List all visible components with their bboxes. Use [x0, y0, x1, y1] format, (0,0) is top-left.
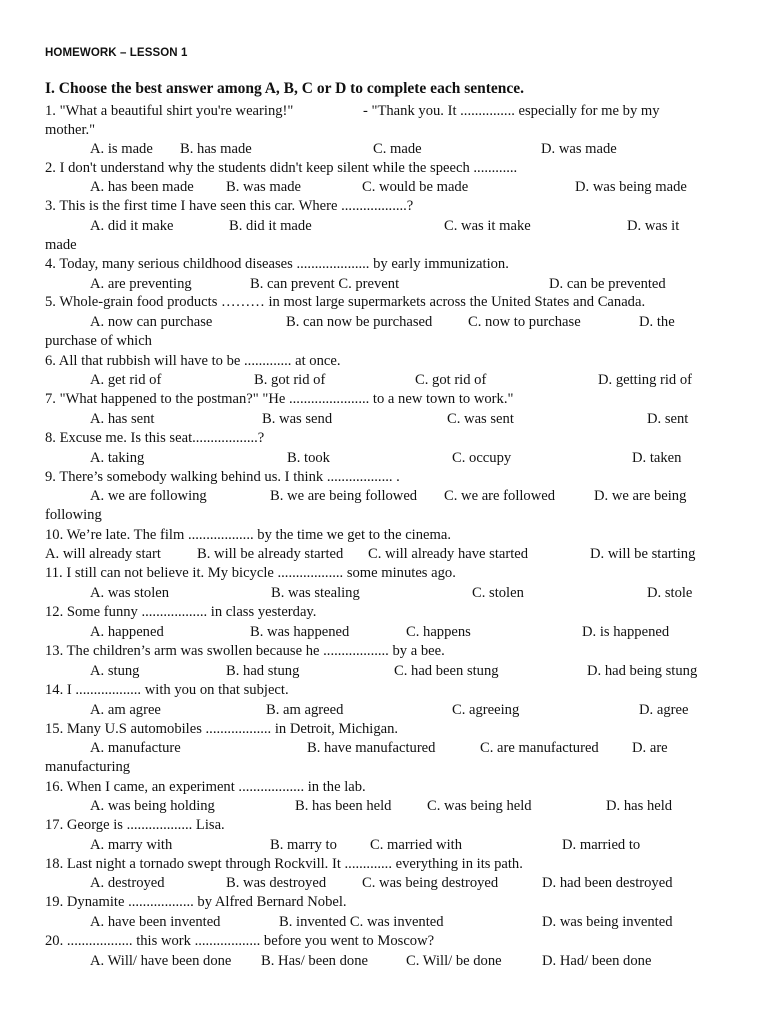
question-19-option-a: A. have been invented [90, 914, 221, 930]
question-8-stem: 8. Excuse me. Is this seat..................? [45, 430, 265, 446]
question-16-option-b: B. has been held [295, 798, 392, 814]
question-1-option-d: D. was made [541, 141, 617, 157]
question-4-option-a: A. are preventing [90, 276, 192, 292]
question-8-option-a: A. taking [90, 450, 145, 466]
question-7-option-c: C. was sent [447, 411, 514, 427]
question-1-option-c: C. made [373, 141, 422, 157]
question-6-option-c: C. got rid of [415, 372, 487, 388]
question-14-stem: 14. I .................. with you on that subject. [45, 682, 289, 698]
question-5-option-d-wrap: purchase of which [45, 333, 152, 349]
question-17-option-d: D. married to [562, 837, 641, 853]
question-12-option-a: A. happened [90, 624, 164, 640]
question-9-option-c: C. we are followed [444, 488, 556, 504]
question-9-option-d-wrap: following [45, 507, 102, 523]
question-2-option-d: D. was being made [575, 179, 687, 195]
question-11-option-a: A. was stolen [90, 585, 170, 601]
question-16-option-c: C. was being held [427, 798, 532, 814]
question-14-option-a: A. am agree [90, 702, 161, 718]
question-14-option-c: C. agreeing [452, 702, 520, 718]
question-19-stem: 19. Dynamite .................. by Alfred Bernard Nobel. [45, 894, 347, 910]
question-4-option-b-c: B. can prevent C. prevent [250, 276, 400, 292]
question-8-option-b: B. took [287, 450, 330, 466]
question-18-stem: 18. Last night a tornado swept through Rockvill. It ............. everything in its path. [45, 856, 523, 872]
question-3-option-c: C. was it make [444, 218, 531, 234]
question-1-option-b: B. has made [180, 141, 252, 157]
question-10-option-a: A. will already start [45, 546, 161, 562]
question-6-option-d: D. getting rid of [598, 372, 693, 388]
question-4-stem: 4. Today, many serious childhood diseases .................... by early immunization. [45, 256, 509, 272]
question-5-option-a: A. now can purchase [90, 314, 213, 330]
question-10-option-d: D. will be starting [590, 546, 696, 562]
question-11-option-b: B. was stealing [271, 585, 360, 601]
question-16-option-d: D. has held [606, 798, 673, 814]
question-18-option-b: B. was destroyed [226, 875, 327, 891]
question-15-option-a: A. manufacture [90, 740, 181, 756]
question-2-option-c: C. would be made [362, 179, 469, 195]
question-19-option-b-c: B. invented C. was invented [279, 914, 444, 930]
question-14-option-d: D. agree [639, 702, 689, 718]
section-title: I. Choose the best answer among A, B, C or D to complete each sentence. [45, 80, 525, 97]
question-13-stem: 13. The children’s arm was swollen because he .................. by a bee. [45, 643, 445, 659]
question-12-option-d: D. is happened [582, 624, 670, 640]
question-19-option-d: D. was being invented [542, 914, 673, 930]
question-18-option-a: A. destroyed [90, 875, 165, 891]
question-14-option-b: B. am agreed [266, 702, 344, 718]
question-6-option-a: A. get rid of [90, 372, 162, 388]
question-2-option-a: A. has been made [90, 179, 194, 195]
question-11-stem: 11. I still can not believe it. My bicycle .................. some minutes ago. [45, 565, 456, 581]
question-13-option-c: C. had been stung [394, 663, 499, 679]
question-3-stem: 3. This is the first time I have seen this car. Where ..................? [45, 198, 414, 214]
question-17-option-a: A. marry with [90, 837, 173, 853]
question-1-stem-continued: - "Thank you. It ............... especially for me by my [363, 103, 660, 119]
question-20-stem: 20. .................. this work .................. before you went to Moscow? [45, 933, 435, 949]
question-7-option-d: D. sent [647, 411, 689, 427]
question-5-stem: 5. Whole-grain food products ……… in most large supermarkets across the United States and Canada. [45, 294, 646, 310]
question-9-option-b: B. we are being followed [270, 488, 418, 504]
question-20-option-c: C. Will/ be done [406, 953, 502, 969]
question-20-option-b: B. Has/ been done [261, 953, 368, 969]
question-13-option-a: A. stung [90, 663, 140, 679]
question-12-stem: 12. Some funny .................. in class yesterday. [45, 604, 317, 620]
question-3-option-b: B. did it made [229, 218, 312, 234]
question-15-stem: 15. Many U.S automobiles .................. in Detroit, Michigan. [45, 721, 399, 737]
document-header: HOMEWORK – LESSON 1 [45, 47, 188, 59]
question-7-option-a: A. has sent [90, 411, 155, 427]
question-15-option-b: B. have manufactured [307, 740, 436, 756]
question-17-option-b: B. marry to [270, 837, 337, 853]
question-15-option-c: C. are manufactured [480, 740, 599, 756]
question-16-option-a: A. was being holding [90, 798, 215, 814]
question-15-option-d-wrap: manufacturing [45, 759, 131, 775]
question-3-option-d-wrap: made [45, 237, 77, 253]
question-20-option-a: A. Will/ have been done [90, 953, 232, 969]
question-17-option-c: C. married with [370, 837, 463, 853]
question-18-option-d: D. had been destroyed [542, 875, 673, 891]
question-2-option-b: B. was made [226, 179, 301, 195]
question-3-option-a: A. did it make [90, 218, 174, 234]
question-3-option-d: D. was it [627, 218, 680, 234]
question-13-option-d: D. had being stung [587, 663, 698, 679]
question-4-option-d: D. can be prevented [549, 276, 666, 292]
question-12-option-b: B. was happened [250, 624, 350, 640]
question-11-option-c: C. stolen [472, 585, 524, 601]
question-17-stem: 17. George is .................. Lisa. [45, 817, 225, 833]
question-10-option-c: C. will already have started [368, 546, 529, 562]
question-6-stem: 6. All that rubbish will have to be ............. at once. [45, 353, 341, 369]
question-2-stem: 2. I don't understand why the students didn't keep silent while the speech ............ [45, 160, 518, 176]
question-18-option-c: C. was being destroyed [362, 875, 499, 891]
question-13-option-b: B. had stung [226, 663, 300, 679]
question-9-option-a: A. we are following [90, 488, 207, 504]
question-1-stem: 1. "What a beautiful shirt you're wearing!" [45, 103, 294, 119]
question-8-option-c: C. occupy [452, 450, 512, 466]
question-6-option-b: B. got rid of [254, 372, 326, 388]
question-7-stem: 7. "What happened to the postman?" "He ...................... to a new town to work." [45, 391, 514, 407]
question-12-option-c: C. happens [406, 624, 471, 640]
question-15-option-d: D. are [632, 740, 668, 756]
question-1-option-a: A. is made [90, 141, 153, 157]
question-1-stem-wrap: mother." [45, 122, 96, 138]
question-11-option-d: D. stole [647, 585, 693, 601]
question-5-option-c: C. now to purchase [468, 314, 581, 330]
question-8-option-d: D. taken [632, 450, 682, 466]
question-16-stem: 16. When I came, an experiment .................. in the lab. [45, 779, 366, 795]
question-5-option-b: B. can now be purchased [286, 314, 433, 330]
question-5-option-d: D. the [639, 314, 675, 330]
question-20-option-d: D. Had/ been done [542, 953, 652, 969]
question-10-stem: 10. We’re late. The film .................. by the time we get to the cinema. [45, 527, 451, 543]
question-9-stem: 9. There’s somebody walking behind us. I think .................. . [45, 469, 400, 485]
question-7-option-b: B. was send [262, 411, 333, 427]
question-9-option-d: D. we are being [594, 488, 687, 504]
question-10-option-b: B. will be already started [197, 546, 344, 562]
